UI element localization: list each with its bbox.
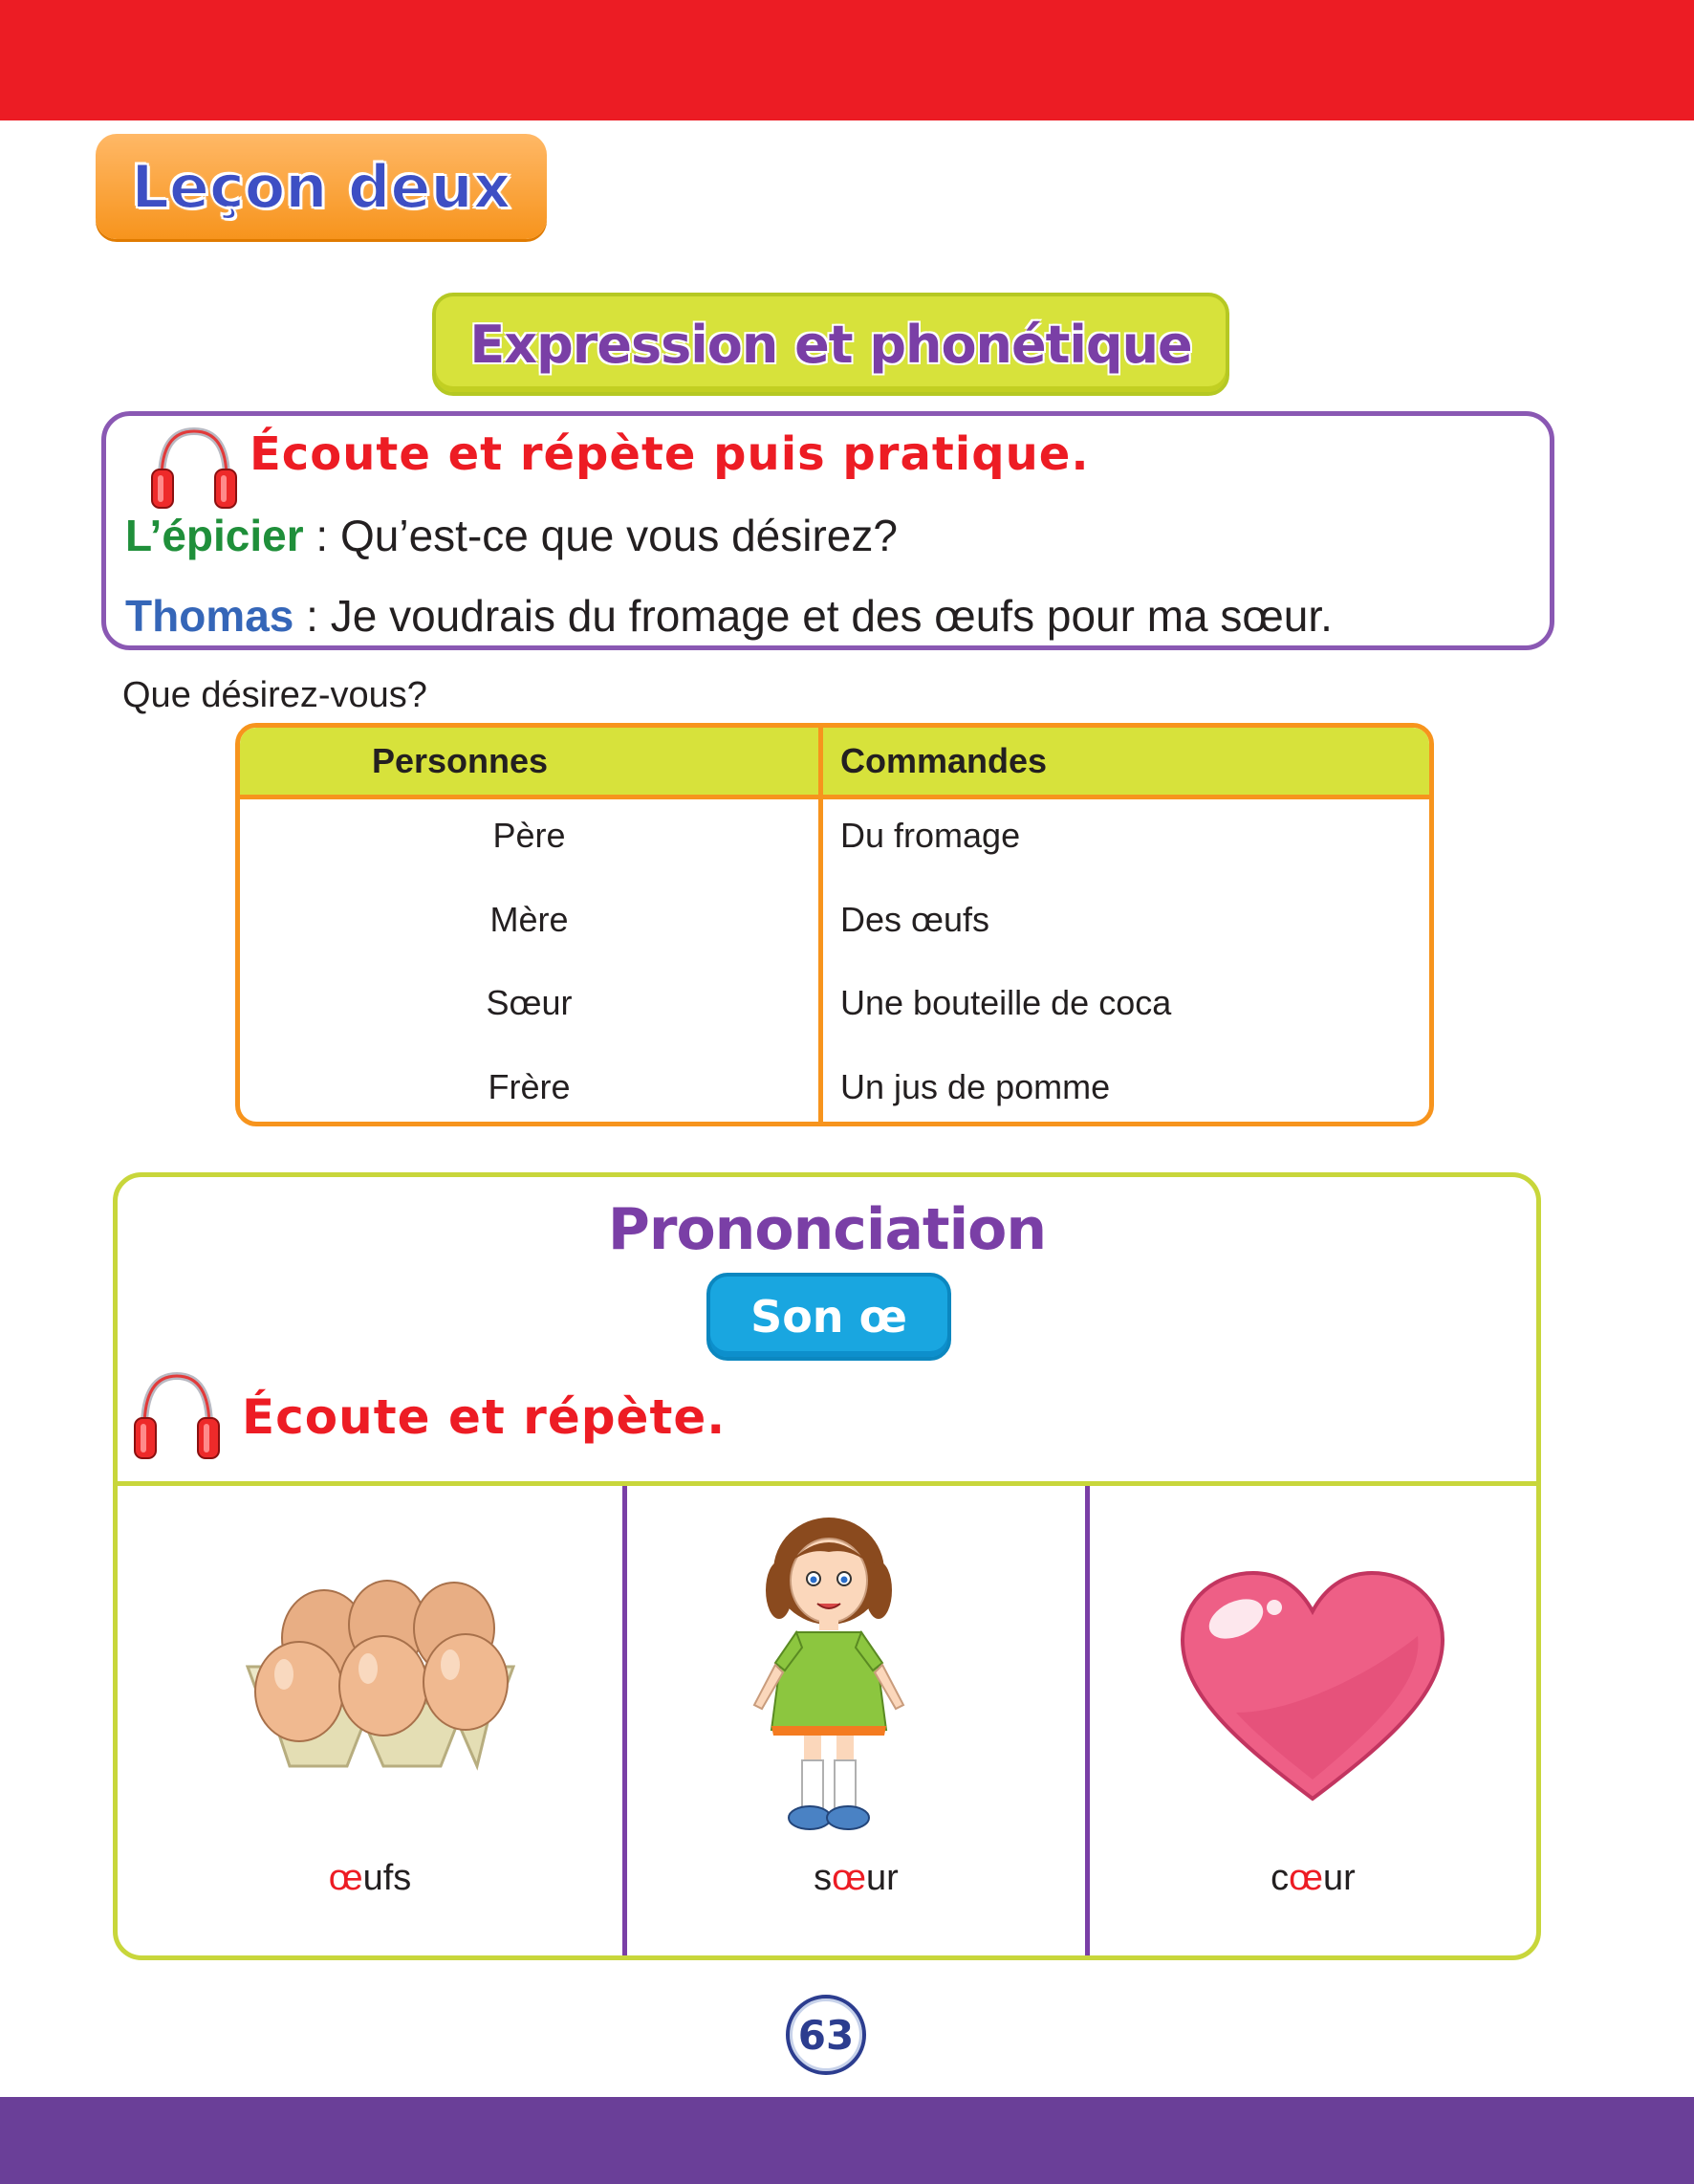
header-orders: Commandes: [840, 741, 1048, 780]
highlighted-sound: œ: [1289, 1858, 1324, 1898]
top-color-bar: [0, 0, 1694, 120]
table-column-divider: [818, 728, 823, 1122]
sound-label: Son œ: [750, 1291, 907, 1343]
eggs-carton-icon: [242, 1579, 519, 1799]
page-number: 63: [797, 2011, 855, 2059]
table-cell-person: Sœur: [486, 983, 573, 1022]
pronunciation-title: Prononciation: [607, 1196, 1047, 1263]
lesson-title: Leçon deux: [131, 151, 511, 222]
pronunciation-separator: [118, 1481, 1536, 1486]
table-cell-person: Père: [492, 816, 566, 855]
pronunciation-instruction: Écoute et répète.: [242, 1389, 727, 1445]
table-cell-order: Du fromage: [840, 816, 1021, 855]
section-title: Expression et phonétique: [469, 314, 1192, 375]
bottom-color-bar: [0, 2097, 1694, 2184]
table-cell-person: Mère: [489, 900, 569, 939]
word-soeur: sœur: [814, 1858, 899, 1898]
table-cell-order: Des œufs: [840, 900, 990, 939]
highlighted-sound: œ: [832, 1858, 867, 1898]
table-cell-order: Une bouteille de coca: [840, 983, 1172, 1022]
lesson-title-badge: [96, 134, 547, 239]
page-number-badge: [786, 1995, 866, 2075]
header-persons: Personnes: [371, 741, 549, 780]
sound-badge: [706, 1273, 951, 1361]
girl-icon: [733, 1514, 924, 1839]
dialogue-instruction: Écoute et répète puis pratique.: [250, 427, 1090, 481]
word-coeur: cœur: [1270, 1858, 1356, 1898]
dialogue-line-grocer: L’épicier : Qu’est-ce que vous désirez?: [125, 511, 898, 560]
thomas-text: Je voudrais du fromage et des œufs pour ma sœur.: [330, 591, 1333, 641]
speaker-grocer: L’épicier: [125, 511, 304, 560]
table-cell-person: Frère: [488, 1067, 571, 1106]
heart-icon: [1179, 1569, 1446, 1808]
headphones-icon[interactable]: [131, 1368, 223, 1464]
orders-table: [235, 723, 1434, 1126]
highlighted-sound: œ: [328, 1858, 363, 1898]
headphones-icon[interactable]: [148, 424, 240, 512]
question-text: Que désirez-vous?: [122, 675, 427, 715]
section-title-badge: [432, 293, 1229, 396]
pronunciation-box: [113, 1172, 1541, 1960]
dialogue-box: [101, 411, 1554, 650]
grocer-text: Qu’est-ce que vous désirez?: [340, 511, 898, 560]
dialogue-line-thomas: Thomas : Je voudrais du fromage et des œufs pour ma sœur.: [125, 591, 1333, 641]
speaker-thomas: Thomas: [125, 591, 294, 641]
word-oeufs: œufs: [328, 1858, 412, 1898]
table-cell-order: Un jus de pomme: [840, 1067, 1111, 1106]
